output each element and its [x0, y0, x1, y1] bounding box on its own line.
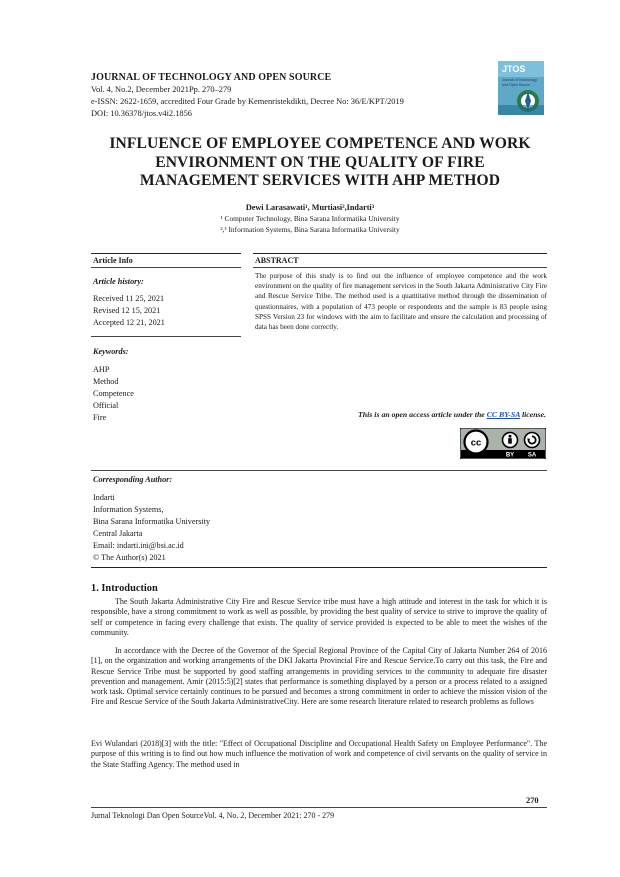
intro-paragraph-3: Evi Wulandari (2018)[3] with the title: "Effect of Occupational Discipline and Occupational Health Safety on Employee Performance". The purpose of this writing is to find out how much influence the motivation of work and competence of civil servants on the quality of service in the State Staffing Agency. The method used in	[91, 739, 547, 769]
license-suffix: license.	[520, 410, 546, 419]
corresponding-line: Central Jakarta	[93, 529, 143, 538]
corresponding-line: Information Systems,	[93, 505, 164, 514]
corresponding-email: Email: indarti.ini@bsi.ac.id	[93, 541, 184, 550]
badge-sa-label: SA	[527, 452, 537, 459]
corresponding-bottom-rule	[91, 567, 547, 568]
logo-caption-1: Journal of Technology	[502, 78, 537, 82]
abstract-heading: ABSTRACT	[255, 256, 299, 265]
paper-title	[80, 135, 560, 191]
revised-date: Revised 12 15, 2021	[93, 306, 161, 315]
doi-line: DOI: 10.36378/jtos.v4i2.1856	[91, 109, 192, 118]
cc-glyph: cc	[470, 437, 482, 449]
logo-text: JTOS	[502, 64, 526, 74]
intro-paragraph-1: The South Jakarta Administrative City Fire and Rescue Service tribe must have a high attitude and interest in the task for which it is responsible, have a strong commitment to work as well as possible, by providing the best quality of service to strive to improve the quality of self or competence in facing every challenge that exists. The quality of service provided is expected to be able to meet the wishes of the community.	[91, 597, 547, 637]
issn-line: e-ISSN: 2622-1659, accredited Four Grade by Kemenristekdikti, Decree No: 36/E/KPT/2019	[91, 97, 404, 106]
corresponding-rule	[91, 470, 547, 471]
keyword-item: Method	[93, 377, 119, 386]
received-date: Received 11 25, 2021	[93, 294, 165, 303]
corresponding-label: Corresponding Author:	[93, 475, 173, 484]
accepted-date: Accepted 12 21, 2021	[93, 318, 165, 327]
abstract-rule	[253, 267, 547, 268]
section-heading-introduction: 1. Introduction	[91, 583, 158, 594]
article-info-top-rule	[91, 253, 241, 254]
keyword-item: AHP	[93, 365, 110, 374]
license-note	[230, 410, 546, 419]
keywords-rule	[91, 336, 241, 337]
cc-by-sa-badge[interactable]	[460, 428, 546, 459]
keyword-item: Fire	[93, 413, 107, 422]
page-number: 270	[526, 796, 539, 805]
volume-line: Vol. 4, No.2, December 2021Pp. 270–279	[91, 85, 232, 94]
authors: Dewi Larasawati¹, Murtiasi²,Indarti³	[245, 203, 375, 212]
article-info-rule	[91, 267, 241, 268]
affiliation-1: ¹ Computer Technology, Bina Sarana Informatika University	[220, 214, 400, 223]
license-prefix: This is an open access article under the	[358, 410, 487, 419]
footer-rule	[91, 807, 547, 808]
copyright-line: © The Author(s) 2021	[93, 553, 166, 562]
keyword-item: Competence	[93, 389, 134, 398]
intro-paragraph-2: In accordance with the Decree of the Governor of the Special Regional Province of the Capital City of Jakarta Number 264 of 2016 [1], on the organization and working arrangements of the DKI Jakarta Provincial Fire and Rescue Service.To carry out this task, the Fire and Rescue Service Tribe must be supported by good staffing arrangements in providing services to the community to adequate fire disaster prevention and management. Amir (2015:5)[2] states that performance is something displayed by a person or a process related to a assigned work task. Optimal service certainly continues to be pursued and becomes a strong commitment in order to achieve the mission vision of the Fire and Rescue Service of the South Jakarta AdministrativeCity. Here are some research literature related to research problems as follows	[91, 646, 547, 707]
journal-name: JOURNAL OF TECHNOLOGY AND OPEN SOURCE	[91, 72, 332, 83]
keywords-label: Keywords:	[93, 347, 129, 356]
affiliation-2: ²,³ Information Systems, Bina Sarana Informatika University	[220, 225, 400, 234]
cc-by-sa-link[interactable]: CC BY-SA	[486, 410, 521, 419]
article-history-label: Article history:	[93, 277, 144, 286]
badge-by-label: BY	[505, 452, 515, 459]
title-line-3: MANAGEMENT SERVICES WITH AHP METHOD	[139, 172, 501, 189]
keyword-item: Official	[93, 401, 119, 410]
title-line-1: INFLUENCE OF EMPLOYEE COMPETENCE AND WORK	[109, 135, 531, 152]
title-line-2: ENVIRONMENT ON THE QUALITY OF FIRE	[155, 153, 485, 171]
abstract-top-rule	[253, 253, 547, 254]
abstract-text: The purpose of this study is to find out the influence of employee competence and the work environment on the quality of fire management services in the South Jakarta Administrative City Fire and Rescue Service Tribe. The method used is a quantitative method through the dissemination of questionnaires, with a population of 473 people or respondents and the sample is 83 people using SPSS Version 23 for windows with the aim to facilitate and ensure the calculation and processing of data has been done correctly.	[255, 272, 547, 332]
logo-caption-2: and Open Source	[502, 83, 531, 87]
article-info-heading: Article Info	[93, 256, 133, 265]
corresponding-line: Bina Sarana Informatika University	[93, 517, 211, 526]
journal-logo	[498, 61, 544, 115]
share-alike-icon	[525, 433, 540, 448]
footer-citation: Jurnal Teknologi Dan Open SourceVol. 4, No. 2, December 2021: 270 - 279	[91, 811, 335, 820]
corresponding-line: Indarti	[93, 493, 115, 502]
